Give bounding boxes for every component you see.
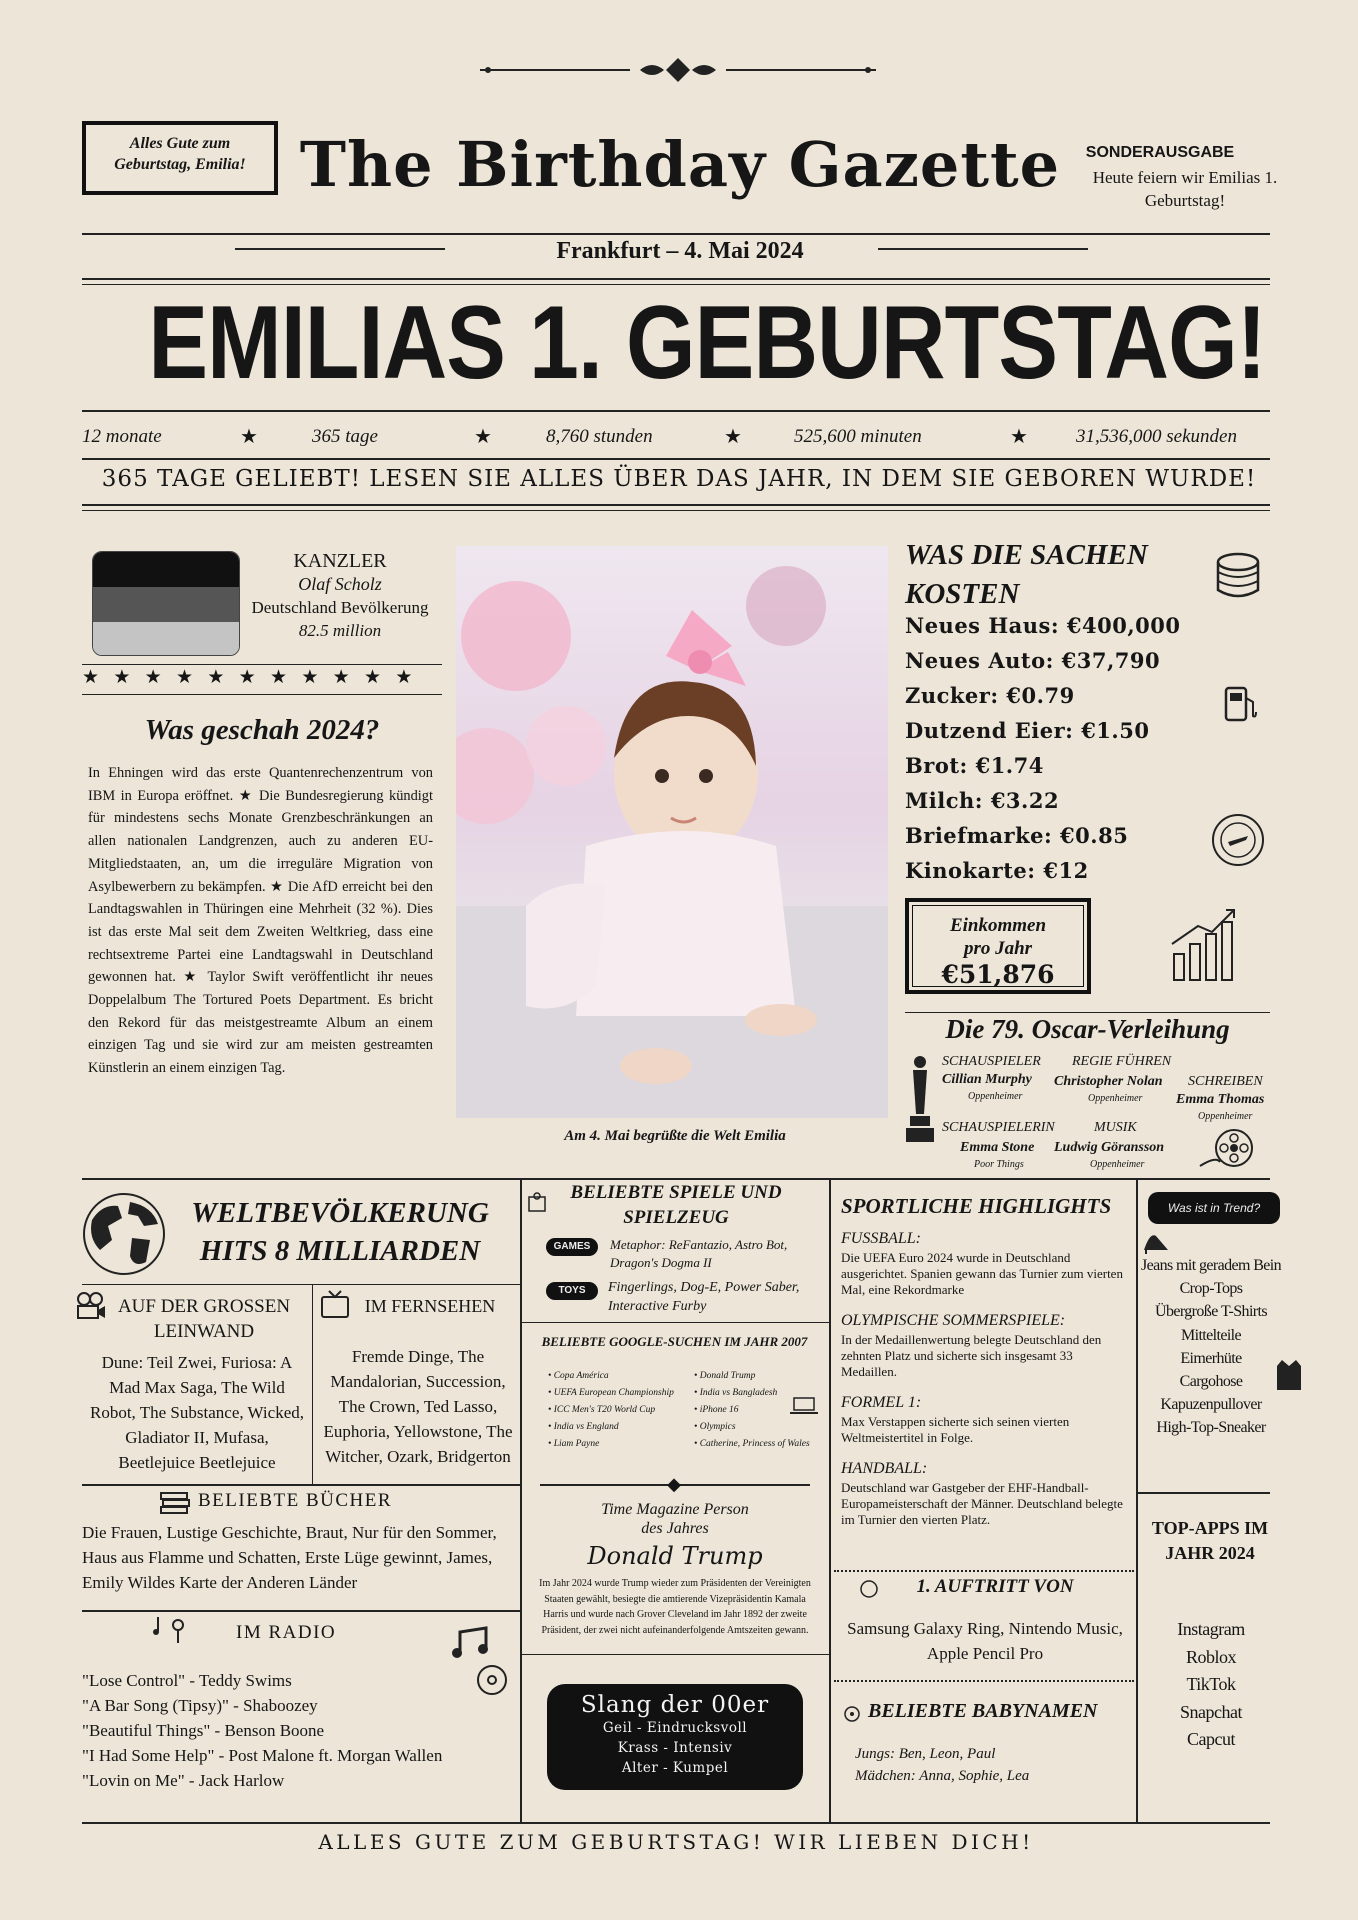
rule	[82, 1822, 1270, 1824]
chancellor-label: KANZLER	[293, 550, 387, 572]
oscar-winner: Emma Thomas	[1176, 1092, 1265, 1107]
world-population-title	[170, 1194, 510, 1270]
sport-head: FUSSBALL:	[841, 1230, 921, 1247]
stat-months: 12 monate	[82, 426, 162, 447]
price-item: Brot: €1.74	[905, 753, 1044, 778]
trend-item: Jeans mit geradem Bein	[1140, 1257, 1282, 1274]
time-text: Im Jahr 2024 wurde Trump wieder zum Präsidenten der Vereinigten Staaten gewählt, besiegte die amtierende Vizepräsidentin Kamala Harris und wurde nach Grover Cleveland im Jahr 1892 der zweite Präsident, der zwei nicht aufeinanderfolgende Amtszeiten gewann.	[539, 1578, 811, 1636]
stat-days: 365 tage	[312, 426, 378, 447]
slang-line: Geil - Eindrucksvoll	[602, 1720, 748, 1736]
rule	[82, 233, 1270, 235]
oscar-winner: Cillian Murphy	[942, 1072, 1032, 1087]
games-pill: GAMES	[546, 1238, 598, 1256]
oscar-film: Oppenheimer	[968, 1091, 1023, 1102]
price-item: Neues Auto: €37,790	[905, 648, 1161, 673]
rule	[520, 1322, 829, 1323]
oscars-title: Die 79. Oscar-Verleihung	[945, 1014, 1230, 1044]
population-value: 82.5 million	[298, 621, 382, 640]
apps-list	[1136, 1616, 1286, 1754]
rule	[82, 510, 1270, 511]
trend-item: Mittelteile	[1180, 1326, 1242, 1344]
trend-item: Übergroße T-Shirts	[1154, 1303, 1267, 1321]
toys-text: Fingerlings, Dog-E, Power Saber, Interactive Furby	[608, 1280, 800, 1314]
google-term-text: Olympics	[699, 1422, 736, 1432]
rule	[82, 1484, 520, 1486]
tv-title: IM FERNSEHEN	[364, 1296, 496, 1316]
dateline: Frankfurt – 4. Mai 2024	[556, 238, 804, 264]
radio-song: "I Had Some Help" - Post Malone ft. Morgan Wallen	[82, 1746, 443, 1765]
star-icon: ★	[724, 426, 742, 448]
income-label: Einkommen pro Jahr	[949, 915, 1047, 959]
photo-caption: Am 4. Mai begrüßte die Welt Emilia	[564, 1128, 786, 1144]
top-ornament	[480, 58, 876, 82]
slang-line: Krass - Intensiv	[617, 1740, 733, 1756]
price-item: Briefmarke: €0.85	[905, 823, 1129, 848]
oscar-winner: Christopher Nolan	[1054, 1074, 1163, 1089]
flourish-icon	[480, 58, 876, 82]
google-left	[548, 1368, 698, 1453]
slang-line: Alter - Kumpel	[621, 1760, 729, 1776]
masthead-title: The Birthday Gazette	[299, 128, 1061, 201]
sport-text: In der Medaillenwertung belegte Deutschland den zehnten Platz und sicherte sich insgesamt 33 Medaillen.	[841, 1332, 1102, 1379]
dotted-divider	[834, 1680, 1134, 1682]
price-item: Neues Haus: €400,000	[905, 613, 1181, 638]
google-term-text: India vs Bangladesh	[699, 1388, 778, 1398]
google-term-text: Liam Payne	[553, 1439, 600, 1449]
rule	[82, 1284, 520, 1285]
prices-title: WAS DIE SACHEN KOSTEN	[905, 539, 1148, 610]
apps-title: TOP-APPS IM JAHR 2024	[1151, 1518, 1269, 1563]
sport-head: HANDBALL:	[841, 1460, 928, 1477]
rule	[1136, 1492, 1270, 1494]
stats-bar	[82, 424, 1270, 452]
google-term: • Liam Payne	[548, 1439, 600, 1449]
sport-text: Die UEFA Euro 2024 wurde in Deutschland ausgerichtet. Spanien gewann das Turnier zum vierten Mal, eine Rekordmarke	[841, 1250, 1123, 1297]
star-row: ★★★★★★★★★★★	[82, 667, 427, 688]
coins-icon	[1208, 544, 1268, 604]
globe-icon	[78, 1190, 170, 1278]
diamond-ornament: ◆	[667, 1474, 681, 1494]
google-term: • iPhone 16	[694, 1405, 739, 1415]
column-divider	[520, 1178, 522, 1822]
trend-pill: Was ist in Trend?	[1148, 1192, 1280, 1224]
oscar-winner: Ludwig Göransson	[1054, 1140, 1165, 1155]
google-term: • UEFA European Championship	[548, 1388, 674, 1398]
google-term-text: Catherine, Princess of Wales	[699, 1439, 810, 1449]
pacifier-icon	[840, 1702, 864, 1726]
babynames-boys: Jungs: Ben, Leon, Paul	[855, 1746, 996, 1762]
puzzle-icon	[526, 1190, 550, 1214]
footer: ALLES GUTE ZUM GEBURTSTAG! WIR LIEBEN DICH!	[318, 1830, 1034, 1854]
google-term-text: Donald Trump	[699, 1371, 756, 1381]
app-item: Instagram	[1177, 1619, 1245, 1639]
trend-item: Kapuzenpullover	[1160, 1396, 1262, 1414]
google-term: • Olympics	[694, 1422, 736, 1432]
slang-title: Slang der 00er	[580, 1692, 770, 1718]
books-icon	[158, 1490, 192, 1516]
cinema-text: Dune: Teil Zwei, Furiosa: A Mad Max Saga, The Wild Robot, The Substance, Wicked, Gladiator II, Mufasa, Beetlejuice Beetlejuice	[90, 1353, 304, 1472]
greeting-box: Alles Gute zum Geburtstag, Emilia!	[82, 121, 278, 195]
babynames-title: BELIEBTE BABYNAMEN	[868, 1700, 1098, 1722]
population-label: Deutschland Bevölkerung	[251, 598, 429, 617]
subheadline: 365 TAGE GELIEBT! LESEN SIE ALLES ÜBER DAS JAHR, IN DEM SIE GEBOREN WURDE!	[101, 466, 1257, 492]
trend-list	[1136, 1254, 1286, 1440]
baby-photo-image	[456, 546, 888, 1118]
oscar-film: Oppenheimer	[1198, 1111, 1253, 1122]
rule	[905, 1012, 1270, 1013]
jacket-icon	[1276, 1358, 1302, 1392]
star-icon: ★	[474, 426, 492, 448]
oscar-category: MUSIK	[1094, 1120, 1137, 1135]
sport-head: OLYMPISCHE SOMMERSPIELE:	[841, 1312, 1066, 1329]
trend-item: Eimerhüte	[1180, 1349, 1242, 1367]
google-term-text: Copa América	[553, 1371, 609, 1381]
radio-list	[82, 1668, 502, 1793]
first-title: 1. AUFTRITT VON	[916, 1576, 1074, 1597]
google-term: • Catherine, Princess of Wales	[694, 1439, 810, 1449]
radio-song: "Lovin on Me" - Jack Harlow	[82, 1771, 285, 1790]
sparkle-icon	[858, 1578, 880, 1600]
radio-song: "Lose Control" - Teddy Swims	[82, 1671, 292, 1690]
rule	[82, 410, 1270, 412]
first-text: Samsung Galaxy Ring, Nintendo Music, Apple Pencil Pro	[847, 1619, 1123, 1663]
music-notes-icon	[152, 1612, 196, 1646]
trend-item: High-Top-Sneaker	[1156, 1419, 1266, 1437]
price-item: Milch: €3.22	[905, 788, 1060, 813]
oscar-winner: Emma Stone	[960, 1140, 1035, 1155]
german-flag	[92, 551, 240, 656]
rule	[82, 458, 1270, 460]
google-term-text: India vs England	[553, 1422, 619, 1432]
sport-text: Deutschland war Gastgeber der EHF-Handball-Europameisterschaft der Männer. Deutschland belegte im Turnier den vierten Platz.	[841, 1480, 1123, 1527]
trend-item: Crop-Tops	[1179, 1280, 1243, 1298]
growth-chart-icon	[1168, 904, 1238, 984]
column-divider	[829, 1178, 831, 1822]
headline: EMILIAS 1. GEBURTSTAG!	[148, 285, 1266, 401]
google-term: • Donald Trump	[694, 1371, 756, 1381]
google-term: • ICC Men's T20 World Cup	[548, 1405, 656, 1415]
headline-wrap	[62, 278, 1296, 408]
events-text: In Ehningen wird das erste Quantenrechenzentrum von IBM in Europa eröffnet. ★ Die Bundesregierung kündigt für mindestens sechs Monate Grenzbeschränkungen an allen nationalen Landgrenzen, auch zu anderen EU-Mitgliedstaaten, an, um die irreguläre Migration von Asylbewerbern zu bekämpfen. ★ Die AfD erreicht bei den Landtagswahlen in Thüringen eine Mehrheit (32 %). Dies ist das erste Mal seit dem Zweiten Weltkrieg, dass eine rechtsextreme Partei eine Landtagswahl in Deutschland gewonnen hat. ★ Taylor Swift veröffentlicht ihr neues Doppelalbum The Tortured Poets Department. Es bricht den Rekord für das meistgestreamte Album an einem einzigen Tag und sie wird zur am meisten gestreamten Künstlerin an einem einzigen Tag.	[88, 765, 433, 1077]
tv-icon	[318, 1288, 352, 1320]
special-edition-label: SONDERAUSGABE	[1085, 144, 1235, 161]
oscar-category: SCHAUSPIELER	[942, 1054, 1041, 1069]
oscar-film: Oppenheimer	[1090, 1159, 1145, 1170]
stat-hours: 8,760 stunden	[546, 426, 653, 447]
world-line1: WELTBEVÖLKERUNG	[191, 1197, 489, 1229]
books-title: BELIEBTE BÜCHER	[198, 1490, 393, 1511]
high-heel-icon	[1142, 1228, 1172, 1254]
google-term-text: UEFA European Championship	[553, 1388, 674, 1398]
events-title: Was geschah 2024?	[144, 714, 380, 746]
app-item: Roblox	[1185, 1646, 1236, 1667]
stat-minutes: 525,600 minuten	[794, 426, 922, 447]
column-divider	[312, 1284, 313, 1484]
prices-list	[905, 608, 1225, 888]
movie-camera-icon	[74, 1290, 108, 1322]
sports-title: SPORTLICHE HIGHLIGHTS	[841, 1194, 1112, 1218]
google-term: • India vs England	[548, 1422, 619, 1432]
price-item: Zucker: €0.79	[905, 683, 1075, 708]
sport-text: Max Verstappen sicherte sich seinen vierten Weltmeistertitel in Folge.	[841, 1414, 1070, 1445]
oscar-film: Oppenheimer	[1088, 1093, 1143, 1104]
film-reel-icon	[1198, 1126, 1258, 1172]
toys-pill: TOYS	[546, 1282, 598, 1300]
income-value: €51,876	[941, 960, 1055, 989]
oscar-category: SCHAUSPIELERIN	[942, 1120, 1055, 1135]
trump-signature: Donald Trump	[587, 1542, 763, 1570]
price-item: Dutzend Eier: €1.50	[905, 718, 1150, 743]
sport-head: FORMEL 1:	[841, 1394, 922, 1411]
flag-stripe	[93, 622, 239, 656]
chancellor-name: Olaf Scholz	[298, 574, 382, 594]
google-term: • Copa América	[548, 1371, 609, 1381]
oscar-category: REGIE FÜHREN	[1072, 1054, 1172, 1069]
rule	[82, 1610, 520, 1612]
google-term-text: iPhone 16	[699, 1405, 739, 1415]
google-term-text: ICC Men's T20 World Cup	[553, 1405, 656, 1415]
babynames-girls: Mädchen: Anna, Sophie, Lea	[855, 1768, 1030, 1784]
app-item: Snapchat	[1180, 1701, 1242, 1722]
rule	[82, 694, 442, 695]
google-term: • India vs Bangladesh	[694, 1388, 778, 1398]
stat-seconds: 31,536,000 sekunden	[1076, 426, 1237, 447]
star-icon: ★	[240, 426, 258, 448]
radio-title: IM RADIO	[236, 1622, 337, 1643]
tv-text: Fremde Dinge, The Mandalorian, Succession, The Crown, Ted Lasso, Euphoria, Yellowstone, The Witcher, Ozark, Bridgerton	[323, 1347, 513, 1466]
radio-song: "Beautiful Things" - Benson Boone	[82, 1721, 325, 1740]
dateline-ornament-right	[878, 248, 1088, 260]
special-edition-text: Heute feiern wir Emilias 1. Geburtstag!	[1092, 168, 1278, 210]
rule	[82, 664, 442, 665]
income-box	[905, 898, 1091, 994]
time-title: Time Magazine Person des Jahres	[601, 1501, 749, 1537]
laptop-icon	[790, 1396, 818, 1416]
cinema-title: AUF DER GROSSEN LEINWAND	[117, 1296, 291, 1342]
price-item: Kinokarte: €12	[905, 858, 1089, 883]
star-icon: ★	[1010, 426, 1028, 448]
rule	[82, 504, 1270, 506]
app-item: TikTok	[1186, 1674, 1236, 1694]
baby-photo	[456, 546, 888, 1118]
app-item: Capcut	[1187, 1729, 1235, 1749]
rule	[520, 1654, 829, 1655]
google-title: BELIEBTE GOOGLE-SUCHEN IM JAHR 2007	[541, 1334, 808, 1349]
flag-stripe	[93, 587, 239, 622]
stamp-icon	[1208, 810, 1268, 870]
oscar-statue-icon	[898, 1054, 942, 1148]
games-title: BELIEBTE SPIELE UND SPIELZEUG	[570, 1182, 782, 1228]
world-line2: HITS 8 MILLIARDEN	[199, 1235, 481, 1267]
games-text: Metaphor: ReFantazio, Astro Bot, Dragon's Dogma II	[610, 1237, 788, 1270]
oscar-category: SCHREIBEN	[1188, 1074, 1263, 1089]
trend-item: Cargohose	[1179, 1373, 1243, 1391]
sports-list	[841, 1228, 1131, 1528]
fuel-pump-icon	[1218, 682, 1262, 726]
radio-song: "A Bar Song (Tipsy)" - Shaboozey	[82, 1696, 318, 1715]
chancellor-block	[240, 550, 440, 642]
flag-stripe	[93, 552, 239, 587]
books-text: Die Frauen, Lustige Geschichte, Braut, Nur für den Sommer, Haus aus Flamme und Schatten, Erste Lüge gewinnt, James, Emily Wildes Karte der Anderen Länder	[82, 1523, 497, 1592]
slang-box	[547, 1684, 803, 1790]
dotted-divider	[834, 1570, 1134, 1572]
oscar-film: Poor Things	[974, 1159, 1024, 1170]
dateline-ornament-left	[235, 248, 445, 260]
